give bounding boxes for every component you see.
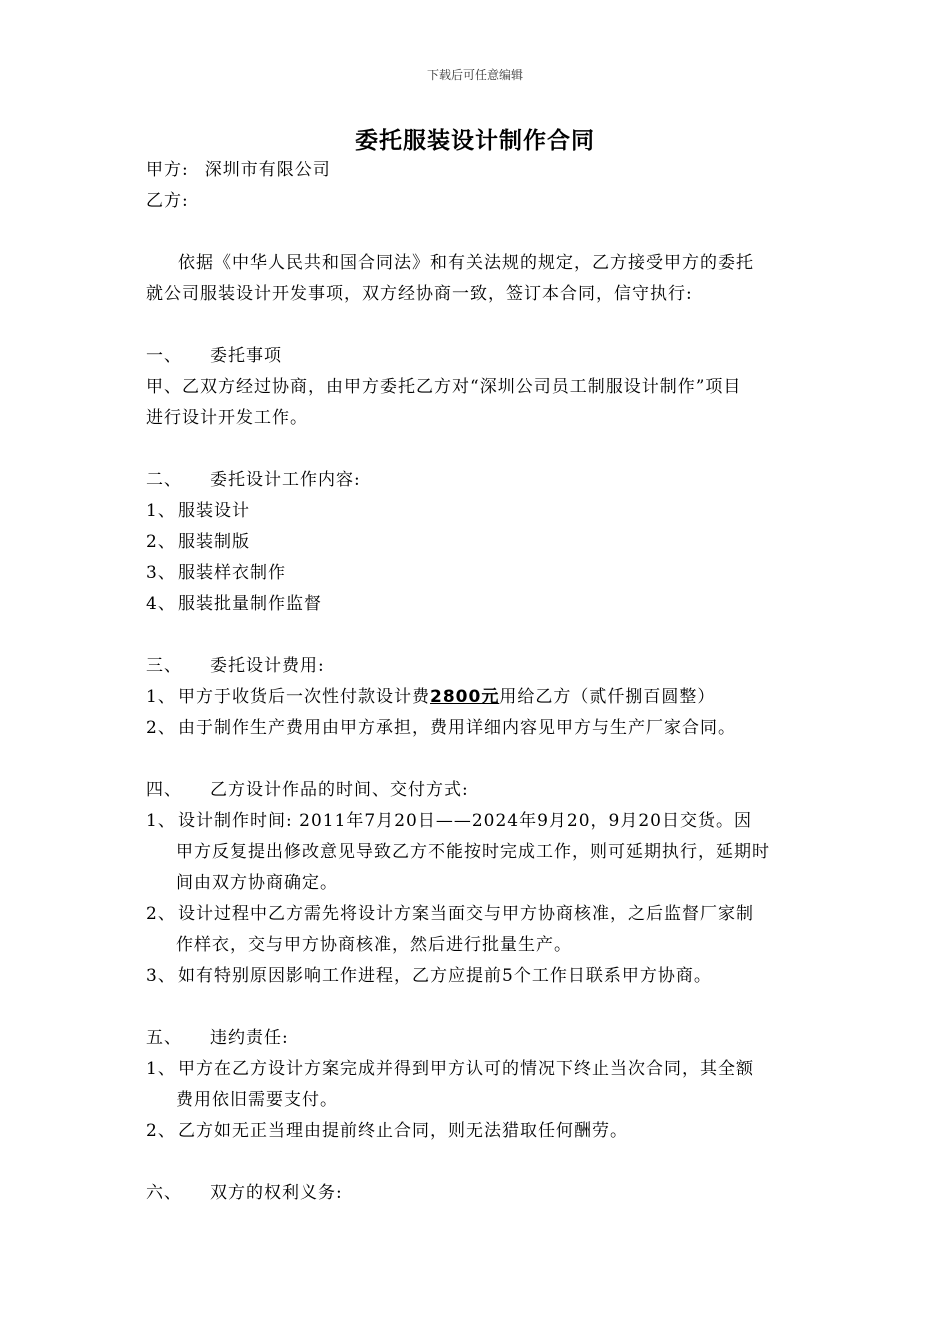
item-number: 3、 [146, 563, 176, 583]
party-b-label: 乙方: [146, 191, 189, 211]
item-text: 设计过程中乙方需先将设计方案当面交与甲方协商核准，之后监督厂家制 [178, 904, 754, 924]
list-item [146, 594, 806, 614]
list-item [146, 811, 806, 831]
section-5-heading [146, 1028, 806, 1048]
list-item-continuation: 费用依旧需要支付。 [176, 1090, 338, 1110]
item-number: 2、 [146, 904, 176, 924]
section-2-title: 委托设计工作内容: [210, 470, 361, 490]
list-item [146, 904, 806, 924]
item-number: 2、 [146, 532, 176, 552]
item-text: 服装样衣制作 [178, 563, 286, 583]
item-number: 1、 [146, 687, 176, 707]
item-text: 甲方于收货后一次性付款设计费 [178, 687, 430, 707]
item-number: 1、 [146, 811, 176, 831]
section-4-title: 乙方设计作品的时间、交付方式: [210, 780, 469, 800]
item-text: 服装制版 [178, 532, 250, 552]
section-6-heading [146, 1183, 806, 1203]
list-item-continuation: 甲方反复提出修改意见导致乙方不能按时完成工作，则可延期执行，延期时 [176, 842, 770, 862]
party-a-value: 深圳市有限公司 [204, 160, 331, 180]
section-4-number: 四、 [146, 780, 182, 800]
list-item-continuation: 作样衣，交与甲方协商核准，然后进行批量生产。 [176, 935, 572, 955]
list-item [146, 966, 806, 986]
section-1-title: 委托事项 [210, 346, 282, 366]
section-2-heading [146, 470, 806, 490]
section-6-number: 六、 [146, 1183, 182, 1203]
section-3-title: 委托设计费用: [210, 656, 325, 676]
item-number: 2、 [146, 718, 176, 738]
item-text: 由于制作生产费用由甲方承担，费用详细内容见甲方与生产厂家合同。 [178, 718, 736, 738]
item-number: 1、 [146, 501, 176, 521]
section-1-line-1: 甲、乙双方经过协商，由甲方委托乙方对“深圳公司员工制服设计制作”项目 [146, 377, 742, 397]
section-1-heading [146, 346, 806, 366]
item-number: 2、 [146, 1121, 176, 1141]
list-item [146, 501, 806, 521]
item-text: 如有特别原因影响工作进程，乙方应提前5个工作日联系甲方协商。 [178, 966, 712, 986]
section-3-number: 三、 [146, 656, 182, 676]
document-title: 委托服装设计制作合同 [355, 128, 595, 154]
section-4-heading [146, 780, 806, 800]
item-text: 服装设计 [178, 501, 250, 521]
party-a-label: 甲方: [146, 160, 189, 180]
fee-amount: 2800元 [430, 687, 500, 707]
list-item [146, 718, 806, 738]
section-5-title: 违约责任: [210, 1028, 289, 1048]
page-header: 下载后可任意编辑 [426, 68, 523, 82]
item-number: 1、 [146, 1059, 176, 1079]
party-a-line [146, 160, 806, 180]
item-text: 用给乙方（贰仟捌百圆整） [499, 687, 716, 707]
list-item [146, 532, 806, 552]
item-text: 服装批量制作监督 [178, 594, 322, 614]
section-5-number: 五、 [146, 1028, 182, 1048]
section-2-number: 二、 [146, 470, 182, 490]
list-item [146, 687, 806, 707]
list-item [146, 1059, 806, 1079]
item-text: 乙方如无正当理由提前终止合同，则无法猎取任何酬劳。 [178, 1121, 628, 1141]
intro-line-2: 就公司服装设计开发事项，双方经协商一致，签订本合同，信守执行: [146, 284, 693, 304]
section-6-title: 双方的权利义务: [210, 1183, 343, 1203]
list-item [146, 563, 806, 583]
section-1-line-2: 进行设计开发工作。 [146, 408, 308, 428]
list-item-continuation: 间由双方协商确定。 [176, 873, 338, 893]
item-text: 设计制作时间: 2011年7月20日——2024年9月20，9月20日交货。因 [178, 811, 753, 831]
item-text: 甲方在乙方设计方案完成并得到甲方认可的情况下终止当次合同，其全额 [178, 1059, 754, 1079]
section-3-heading [146, 656, 806, 676]
item-number: 4、 [146, 594, 176, 614]
list-item [146, 1121, 806, 1141]
intro-line-1: 依据《中华人民共和国合同法》和有关法规的规定，乙方接受甲方的委托 [178, 253, 754, 273]
section-1-number: 一、 [146, 346, 182, 366]
item-number: 3、 [146, 966, 176, 986]
